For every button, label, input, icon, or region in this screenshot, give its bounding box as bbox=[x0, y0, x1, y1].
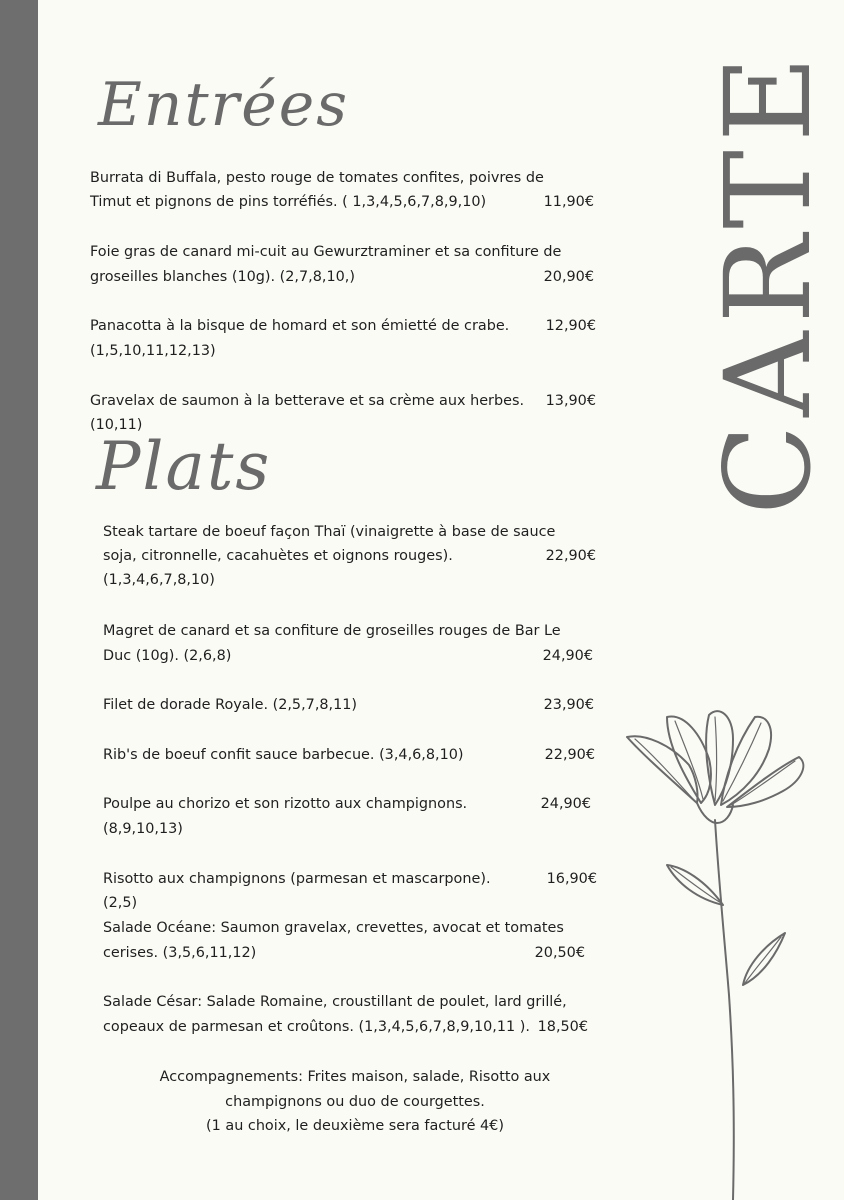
section-title-entrees: Entrées bbox=[98, 70, 350, 140]
item-description-line: Steak tartare de boeuf façon Thaï (vinaigrette à base de sauce bbox=[103, 524, 556, 540]
item-price: 18,50€ bbox=[537, 1019, 588, 1035]
item-description-line: Salade César: Salade Romaine, croustillant de poulet, lard grillé, bbox=[103, 994, 567, 1010]
item-price: 20,50€ bbox=[534, 945, 585, 961]
item-price: 20,90€ bbox=[543, 269, 594, 285]
item-description-line: soja, citronnelle, cacahuètes et oignons rouges). bbox=[103, 548, 453, 564]
item-price: 24,90€ bbox=[542, 648, 593, 664]
item-description-line: (2,5) bbox=[103, 895, 138, 911]
item-description-line: Timut et pignons de pins torréfiés. ( 1,3,4,5,6,7,8,9,10) bbox=[90, 194, 487, 210]
section-title-plats: Plats bbox=[96, 428, 272, 505]
item-description-line: Foie gras de canard mi-cuit au Gewurztraminer et sa confiture de bbox=[90, 244, 562, 260]
item-description-line: Rib's de boeuf confit sauce barbecue. (3,4,6,8,10) bbox=[103, 747, 464, 763]
item-description-line: Duc (10g). (2,6,8) bbox=[103, 648, 232, 664]
accompagnements-line: champignons ou duo de courgettes. bbox=[225, 1094, 485, 1110]
item-price: 11,90€ bbox=[543, 194, 594, 210]
item-description-line: (8,9,10,13) bbox=[103, 821, 183, 837]
item-price: 23,90€ bbox=[543, 697, 594, 713]
item-description-line: (1,3,4,6,7,8,10) bbox=[103, 572, 215, 588]
item-description-line: Magret de canard et sa confiture de groseilles rouges de Bar Le bbox=[103, 623, 561, 639]
accompagnements-line: Accompagnements: Frites maison, salade, Risotto aux bbox=[159, 1069, 551, 1085]
stem bbox=[715, 820, 734, 1200]
item-description-line: Burrata di Buffala, pesto rouge de tomates confites, poivres de bbox=[90, 170, 544, 186]
item-description-line: (10,11) bbox=[90, 417, 143, 433]
item-price: 24,90€ bbox=[540, 796, 591, 812]
item-price: 22,90€ bbox=[544, 747, 595, 763]
item-price: 16,90€ bbox=[546, 871, 597, 887]
item-description-line: copeaux de parmesan et croûtons. (1,3,4,5,6,7,8,9,10,11 ). bbox=[103, 1019, 530, 1035]
item-description-line: Risotto aux champignons (parmesan et mascarpone). bbox=[103, 871, 491, 887]
item-description-line: Poulpe au chorizo et son rizotto aux champignons. bbox=[103, 796, 468, 812]
flower-illustration-icon bbox=[615, 695, 815, 1200]
item-price: 12,90€ bbox=[545, 318, 596, 334]
item-description-line: Filet de dorade Royale. (2,5,7,8,11) bbox=[103, 697, 358, 713]
item-description-line: Panacotta à la bisque de homard et son émietté de crabe. bbox=[90, 318, 510, 334]
left-side-bar bbox=[0, 0, 38, 1200]
item-description-line: Salade Océane: Saumon gravelax, crevettes, avocat et tomates bbox=[103, 920, 564, 936]
item-description-line: Gravelax de saumon à la betterave et sa crème aux herbes. bbox=[90, 393, 525, 409]
item-price: 13,90€ bbox=[545, 393, 596, 409]
item-description-line: cerises. (3,5,6,11,12) bbox=[103, 945, 257, 961]
accompagnements-line: (1 au choix, le deuxième sera facturé 4€) bbox=[206, 1118, 504, 1134]
item-description-line: groseilles blanches (10g). (2,7,8,10,) bbox=[90, 269, 355, 285]
item-price: 22,90€ bbox=[545, 548, 596, 564]
carte-vertical-title: CARTE bbox=[699, 47, 837, 515]
item-description-line: (1,5,10,11,12,13) bbox=[90, 343, 216, 359]
